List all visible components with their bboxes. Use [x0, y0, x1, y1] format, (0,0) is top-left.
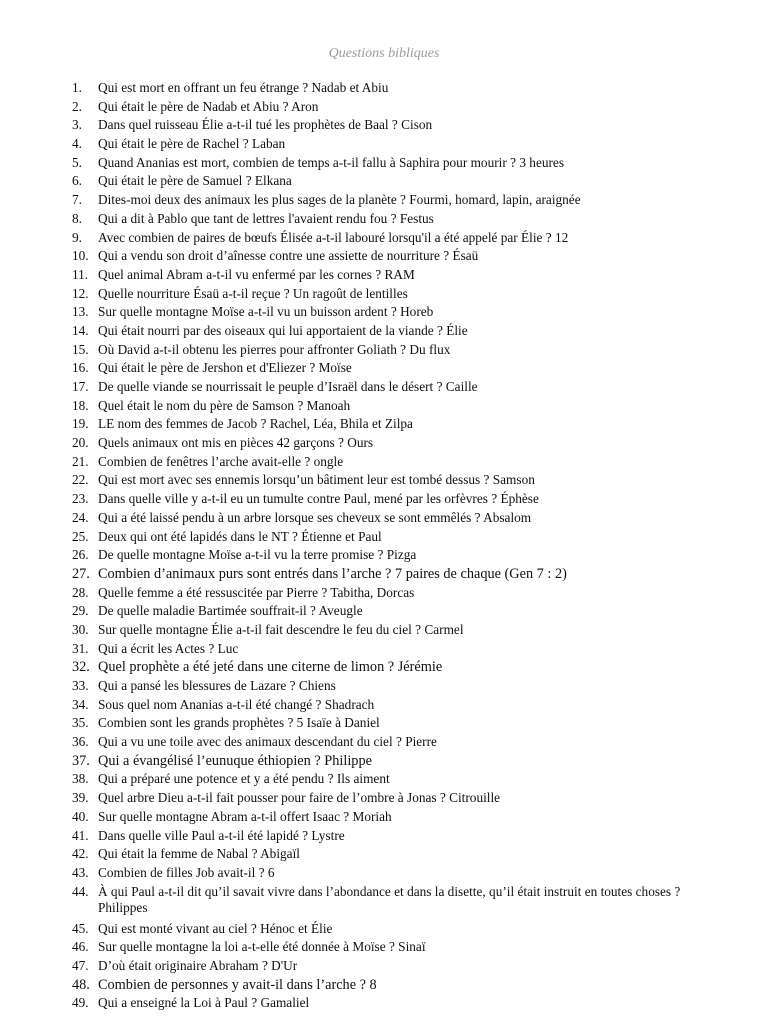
- question-text: De quelle maladie Bartimée souffrait-il ? Aveugle: [98, 603, 363, 619]
- question-number: 43.: [72, 864, 89, 880]
- question-item: [72, 640, 722, 659]
- question-text: Qui était le père de Nadab et Abiu ? Aron: [98, 98, 319, 114]
- question-item: [72, 789, 722, 808]
- question-text: Quel animal Abram a-t-il vu enfermé par les cornes ? RAM: [98, 266, 415, 282]
- question-item: [72, 154, 722, 173]
- question-text: Qui a vendu son droit d’aînesse contre une assiette de nourriture ? Ésaü: [98, 248, 479, 264]
- question-number: 35.: [72, 715, 89, 731]
- question-number: 42.: [72, 846, 89, 862]
- question-number: 39.: [72, 790, 89, 806]
- question-item: [72, 509, 722, 528]
- question-item: [72, 322, 722, 341]
- question-number: 4.: [72, 136, 82, 152]
- question-item: [72, 546, 722, 565]
- question-item: [72, 864, 722, 883]
- question-text: Quelle femme a été ressuscitée par Pierre ? Tabitha, Dorcas: [98, 584, 415, 600]
- question-number: 17.: [72, 379, 89, 394]
- question-item: [72, 733, 722, 752]
- question-text: Sous quel nom Ananias a-t-il été changé ? Shadrach: [98, 696, 375, 712]
- question-number: 20.: [72, 435, 89, 451]
- question-item: [72, 827, 722, 846]
- question-number: 44.: [72, 883, 89, 899]
- question-item: [72, 528, 722, 547]
- question-list: [72, 79, 722, 1013]
- question-item: [72, 415, 722, 434]
- question-number: 1.: [72, 80, 82, 95]
- question-text: Qui était la femme de Nabal ? Abigaïl: [98, 846, 300, 862]
- question-number: 10.: [72, 248, 89, 264]
- question-text: Dans quelle ville Paul a-t-il été lapidé ? Lystre: [98, 827, 345, 843]
- question-text: Sur quelle montagne la loi a-t-elle été donnée à Moïse ? Sinaï: [98, 939, 426, 955]
- question-number: 15.: [72, 341, 89, 357]
- question-item: [72, 696, 722, 715]
- question-item: [72, 191, 722, 210]
- question-item: [72, 359, 722, 378]
- question-text: Qui a vu une toile avec des animaux descendant du ciel ? Pierre: [98, 734, 437, 750]
- question-text: Combien de filles Job avait-il ? 6: [98, 864, 275, 880]
- question-number: 31.: [72, 640, 89, 656]
- question-number: 29.: [72, 603, 89, 619]
- question-number: 16.: [72, 360, 89, 376]
- question-item: [72, 434, 722, 453]
- question-item: [72, 621, 722, 640]
- question-text: Deux qui ont été lapidés dans le NT ? Étienne et Paul: [98, 528, 382, 544]
- question-text: Qui était nourri par des oiseaux qui lui apportaient de la viande ? Élie: [98, 322, 468, 338]
- question-number: 18.: [72, 397, 89, 413]
- question-item: [72, 285, 722, 304]
- question-item: [72, 210, 722, 229]
- question-number: 13.: [72, 304, 89, 320]
- question-item: [72, 229, 722, 248]
- question-text: Qui était le père de Jershon et d'Eliezer ? Moïse: [98, 360, 352, 376]
- question-item: [72, 172, 722, 191]
- question-number: 19.: [72, 416, 89, 432]
- question-text: Qui est mort avec ses ennemis lorsqu’un bâtiment leur est tombé dessus ? Samson: [98, 472, 535, 488]
- question-text: Quel prophète a été jeté dans une citerne de limon ? Jérémie: [98, 659, 443, 676]
- question-text: Dites-moi deux des animaux les plus sages de la planète ? Fourmi, homard, lapin, araignée: [98, 192, 581, 208]
- question-number: 47.: [72, 957, 89, 973]
- question-number: 46.: [72, 939, 89, 955]
- question-number: 14.: [72, 322, 89, 338]
- question-text: Qui a pansé les blessures de Lazare ? Chiens: [98, 678, 336, 693]
- question-item: [72, 938, 722, 957]
- question-item: [72, 770, 722, 789]
- question-item: [72, 845, 722, 864]
- question-number: 45.: [72, 920, 89, 936]
- question-item: [72, 247, 722, 266]
- question-text: Sur quelle montagne Élie a-t-il fait descendre le feu du ciel ? Carmel: [98, 621, 464, 637]
- question-text: Qui était le père de Samuel ? Elkana: [98, 173, 292, 189]
- question-number: 9.: [72, 229, 82, 245]
- question-text: Quel arbre Dieu a-t-il fait pousser pour faire de l’ombre à Jonas ? Citrouille: [98, 790, 501, 806]
- question-number: 33.: [72, 678, 89, 693]
- question-item: [72, 808, 722, 827]
- question-text: Qui a enseigné la Loi à Paul ? Gamaliel: [98, 995, 310, 1011]
- question-item: [72, 584, 722, 603]
- question-item: [72, 116, 722, 135]
- question-number: 37.: [72, 752, 90, 769]
- question-text: Qui est monté vivant au ciel ? Hénoc et Élie: [98, 920, 333, 936]
- question-number: 23.: [72, 491, 89, 507]
- question-text: Qui a dit à Pablo que tant de lettres l'avaient rendu fou ? Festus: [98, 210, 434, 226]
- question-text: Qui a évangélisé l’eunuque éthiopien ? Philippe: [98, 752, 372, 769]
- question-item: [72, 98, 722, 117]
- question-item: [72, 397, 722, 416]
- question-text: Combien sont les grands prophètes ? 5 Isaïe à Daniel: [98, 715, 380, 731]
- question-text: Dans quel ruisseau Élie a-t-il tué les prophètes de Baal ? Cison: [98, 117, 433, 133]
- question-item: [72, 79, 722, 98]
- question-item: [72, 266, 722, 285]
- question-item: [72, 565, 722, 584]
- question-number: 3.: [72, 117, 82, 133]
- question-number: 22.: [72, 472, 89, 488]
- question-item: [72, 471, 722, 490]
- question-item: [72, 658, 722, 677]
- question-item: [72, 135, 722, 154]
- question-item: [72, 490, 722, 509]
- question-text: Combien d’animaux purs sont entrés dans l’arche ? 7 paires de chaque (Gen 7 : 2): [98, 565, 567, 582]
- question-item: [72, 602, 722, 621]
- question-item: [72, 920, 722, 939]
- question-number: 7.: [72, 192, 82, 208]
- question-text: Quels animaux ont mis en pièces 42 garçons ? Ours: [98, 435, 374, 451]
- question-number: 40.: [72, 808, 89, 824]
- question-item: [72, 453, 722, 472]
- question-number: 41.: [72, 827, 89, 843]
- question-number: 21.: [72, 453, 89, 469]
- question-number: 28.: [72, 584, 89, 600]
- question-number: 26.: [72, 547, 89, 563]
- question-number: 48.: [72, 976, 90, 993]
- question-text: Qui était le père de Rachel ? Laban: [98, 136, 286, 152]
- question-text: Quand Ananias est mort, combien de temps a-t-il fallu à Saphira pour mourir ? 3 heures: [98, 154, 565, 170]
- question-item: [72, 341, 722, 360]
- question-item: [72, 994, 722, 1013]
- question-text: Qui a écrit les Actes ? Luc: [98, 640, 239, 656]
- page-header-title: Questions bibliques: [328, 46, 440, 61]
- question-number: 24.: [72, 509, 89, 525]
- question-text: Quel était le nom du père de Samson ? Manoah: [98, 397, 351, 413]
- question-text: Sur quelle montagne Abram a-t-il offert Isaac ? Moriah: [98, 808, 392, 824]
- question-number: 36.: [72, 734, 89, 750]
- question-number: 27.: [72, 565, 90, 582]
- question-text: Qui a préparé une potence et y a été pendu ? Ils aiment: [98, 771, 390, 787]
- question-text: LE nom des femmes de Jacob ? Rachel, Léa, Bhila et Zilpa: [98, 416, 413, 432]
- question-item: [72, 303, 722, 322]
- question-number: 30.: [72, 621, 89, 637]
- question-text: De quelle montagne Moïse a-t-il vu la terre promise ? Pizga: [98, 547, 417, 563]
- question-item: [72, 752, 722, 771]
- question-text: D’où était originaire Abraham ? D'Ur: [98, 957, 298, 973]
- question-number: 32.: [72, 659, 90, 676]
- question-item: [72, 957, 722, 976]
- question-text: À qui Paul a-t-il dit qu’il savait vivre dans l’abondance et dans la disette, qu’il était instruit en toutes choses ? Philippes: [98, 883, 681, 916]
- question-text: Quelle nourriture Ésaü a-t-il reçue ? Un ragoût de lentilles: [98, 285, 408, 301]
- question-number: 6.: [72, 173, 82, 189]
- question-item: [72, 378, 722, 397]
- question-text: Où David a-t-il obtenu les pierres pour affronter Goliath ? Du flux: [98, 341, 451, 357]
- question-number: 38.: [72, 771, 89, 787]
- question-text: Combien de fenêtres l’arche avait-elle ? ongle: [98, 453, 344, 469]
- question-text: Sur quelle montagne Moïse a-t-il vu un buisson ardent ? Horeb: [98, 304, 434, 320]
- question-text: Avec combien de paires de bœufs Élisée a-t-il labouré lorsqu'il a été appelé par Élie ? 12: [98, 229, 569, 245]
- question-number: 2.: [72, 98, 82, 114]
- question-text: Qui est mort en offrant un feu étrange ? Nadab et Abiu: [98, 80, 389, 95]
- question-number: 25.: [72, 528, 89, 544]
- question-text: Dans quelle ville y a-t-il eu un tumulte contre Paul, mené par les orfèvres ? Éphèse: [98, 491, 539, 507]
- question-number: 12.: [72, 285, 89, 301]
- question-number: 11.: [72, 266, 89, 282]
- question-text: De quelle viande se nourrissait le peuple d’Israël dans le désert ? Caille: [98, 379, 478, 394]
- question-item: [72, 677, 722, 696]
- question-text: Qui a été laissé pendu à un arbre lorsque ses cheveux se sont emmêlés ? Absalom: [98, 509, 532, 525]
- question-item: [72, 976, 722, 995]
- question-text: Combien de personnes y avait-il dans l’arche ? 8: [98, 976, 377, 993]
- question-number: 8.: [72, 210, 82, 226]
- question-item: [72, 714, 722, 733]
- question-number: 34.: [72, 696, 89, 712]
- question-number: 5.: [72, 154, 82, 170]
- question-item: [72, 884, 722, 917]
- question-number: 49.: [72, 995, 89, 1011]
